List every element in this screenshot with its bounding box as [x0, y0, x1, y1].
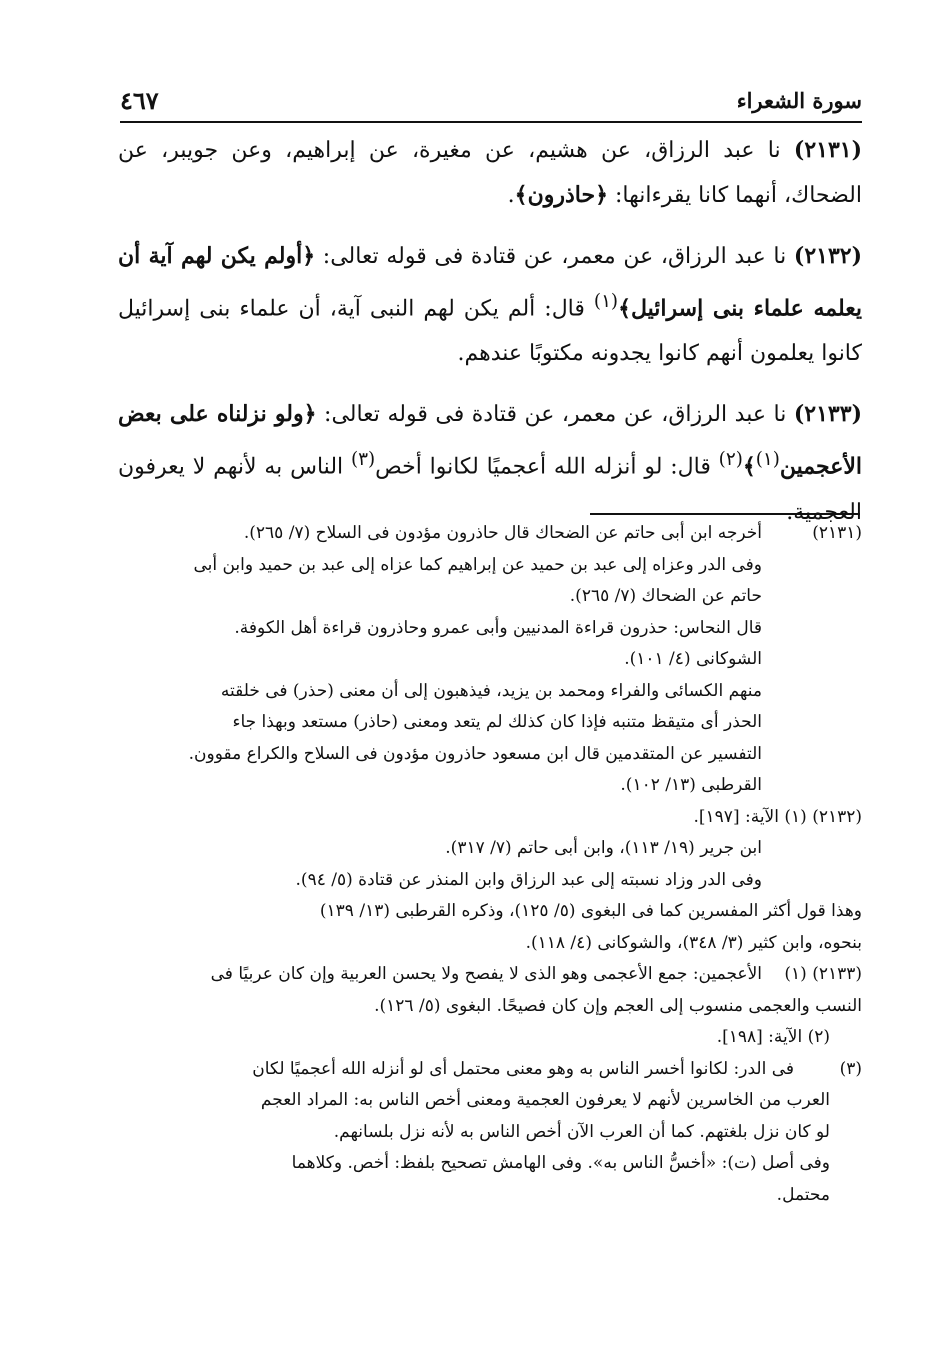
hadith-2131: [118, 128, 862, 218]
footnote-line: منهم الكسائى والفراء ومحمد بن يزيد، فيذهبون إلى أن معنى (حذر) فى خلقته: [220, 680, 762, 701]
footnote-line: وفى أصل (ت): «أخسُّ الناس به». وفى الهامش تصحيح بلفظ: أخص. وكلاهما: [291, 1153, 830, 1173]
footnote-label: (٢١٣٣) (١): [784, 964, 862, 984]
hadith-text: نا عبد الرزاق، عن هشيم، عن مغيرة، عن إبراهيم، وعن جويبر، عن الضحاك، أنهما كانا يقرءانها:: [118, 138, 862, 208]
footnote-line: (٢) الآية: [١٩٨].: [716, 1027, 830, 1047]
footnote-line: القرطبى (١٣/ ١٠٢).: [620, 775, 762, 795]
hadith-text: نا عبد الرزاق، عن معمر، عن قتادة فى قوله تعالى:: [315, 244, 794, 269]
surah-title: سورة الشعراء: [736, 88, 862, 113]
quran-quote: ﴿ولو نزلناه على بعض الأعجمين: [118, 401, 862, 480]
footnote-line: الأعجمين: جمع الأعجمى وهو الذى لا يفصح ولا يحسن العربية وإن كان عربيًا فى: [210, 964, 762, 984]
hadith-2132: [118, 234, 862, 376]
footnote-line: وهذا قول أكثر المفسرين كما فى البغوى (٥/ ١٢٥)، وذكره القرطبى (١٣/ ١٣٩): [319, 901, 862, 921]
footnote-label: (٣): [839, 1058, 862, 1079]
hadith-number: (٢١٣٣): [793, 401, 862, 428]
footnote-line: وفى الدر وزاد نسبته إلى عبد الرزاق وابن المنذر عن قتادة (٥/ ٩٤).: [295, 869, 762, 890]
footnote-line: لو كان نزل بلغتهم. كما أن العرب الآن أخص الناس به لأنه نزل بلسانهم.: [333, 1121, 830, 1142]
footnote-2133: [118, 959, 862, 1211]
main-text: [118, 128, 862, 551]
footnote-2133-3: [118, 1054, 862, 1212]
footnote-line: محتمل.: [776, 1184, 830, 1205]
footnote-line: أخرجه ابن أبى حاتم عن الضحاك قال حاذرون مؤدون فى السلاح (٧/ ٢٦٥).: [243, 523, 762, 543]
hadith-tail: الناس به لأنهم لا يعرفون العجمية.: [118, 454, 862, 525]
hadith-tail: قال: ألم يكن لهم النبى آية، أن علماء بنى إسرائيل كانوا يعلمون أنهم كانوا يجدونه مكتوبًا عندهم.: [118, 296, 862, 367]
page-header: [120, 84, 862, 120]
quran-quote: ﴿حاذرون﴾: [514, 182, 608, 208]
footnote-ref: (١): [755, 449, 780, 471]
footnote-ref: (٢): [718, 449, 743, 471]
footnote-line: ابن جرير (١٩/ ١١٣)، وابن أبى حاتم (٧/ ٣١٧).: [445, 838, 762, 858]
hadith-number: (٢١٣١): [793, 137, 862, 163]
footnote-line: بنحوه، وابن كثير (٣/ ٣٤٨)، والشوكانى (٤/ ١١٨).: [525, 932, 862, 953]
hadith-tail: .: [507, 183, 515, 208]
footnotes: [118, 518, 862, 1211]
footnote-label: (٢١٣١): [812, 523, 862, 543]
footnote-line: فى الدر: لكانوا أخسر الناس به وهو معنى محتمل أى لو أنزله الله أعجميًا لكان: [252, 1058, 794, 1079]
hadith-number: (٢١٣٢): [793, 243, 862, 269]
header-divider: [120, 121, 862, 123]
hadith-text: نا عبد الرزاق، عن معمر، عن قتادة فى قوله تعالى:: [316, 402, 794, 428]
footnote-line: الشوكانى (٤/ ١٠١).: [624, 649, 762, 669]
quran-quote: ﴿أولم يكن لهم آية أن يعلمه علماء بنى إسرائيل﴾: [118, 243, 862, 322]
footnote-line: وفى الدر وعزاه إلى عبد بن حميد عن إبراهيم كما عزاه إلى عبد بن حميد وابن أبى: [193, 554, 762, 575]
footnote-line: التفسير عن المتقدمين قال ابن مسعود حاذرون مؤدون فى السلاح والكراع مقوون.: [188, 743, 762, 764]
footnote-line: الحذر أى متيقظ متنبه فإذا كان كذلك لم يتعد ومعنى (حاذر) مستعد وبهذا جاء: [232, 712, 762, 732]
footnote-2131: [118, 518, 862, 802]
footnote-line: قال النحاس: حذرون قراءة المدنيين وأبى عمرو وحاذرون قراءة أهل الكوفة.: [234, 617, 762, 638]
footnote-line: حاتم عن الضحاك (٧/ ٢٦٥).: [569, 586, 762, 606]
footnote-2132: [118, 802, 862, 960]
page-number: ٤٦٧: [120, 86, 159, 115]
footnote-label: (٢١٣٢) (١) الآية: [١٩٧].: [693, 806, 862, 827]
hadith-tail: قال: لو أنزله الله أعجميًا لكانوا أخص: [375, 454, 719, 480]
footnote-divider: [590, 513, 860, 515]
footnote-ref: (١): [593, 291, 619, 312]
footnote-ref: (٣): [350, 449, 376, 471]
footnote-line: العرب من الخاسرين لأنهم لا يعرفون العجمية ومعنى أخص الناس به: المراد العجم: [260, 1090, 830, 1110]
footnote-line: النسب والعجمى منسوب إلى العجم وإن كان فصيحًا. البغوى (٥/ ١٢٦).: [374, 995, 862, 1016]
quran-quote-close: ﴾: [742, 453, 756, 480]
